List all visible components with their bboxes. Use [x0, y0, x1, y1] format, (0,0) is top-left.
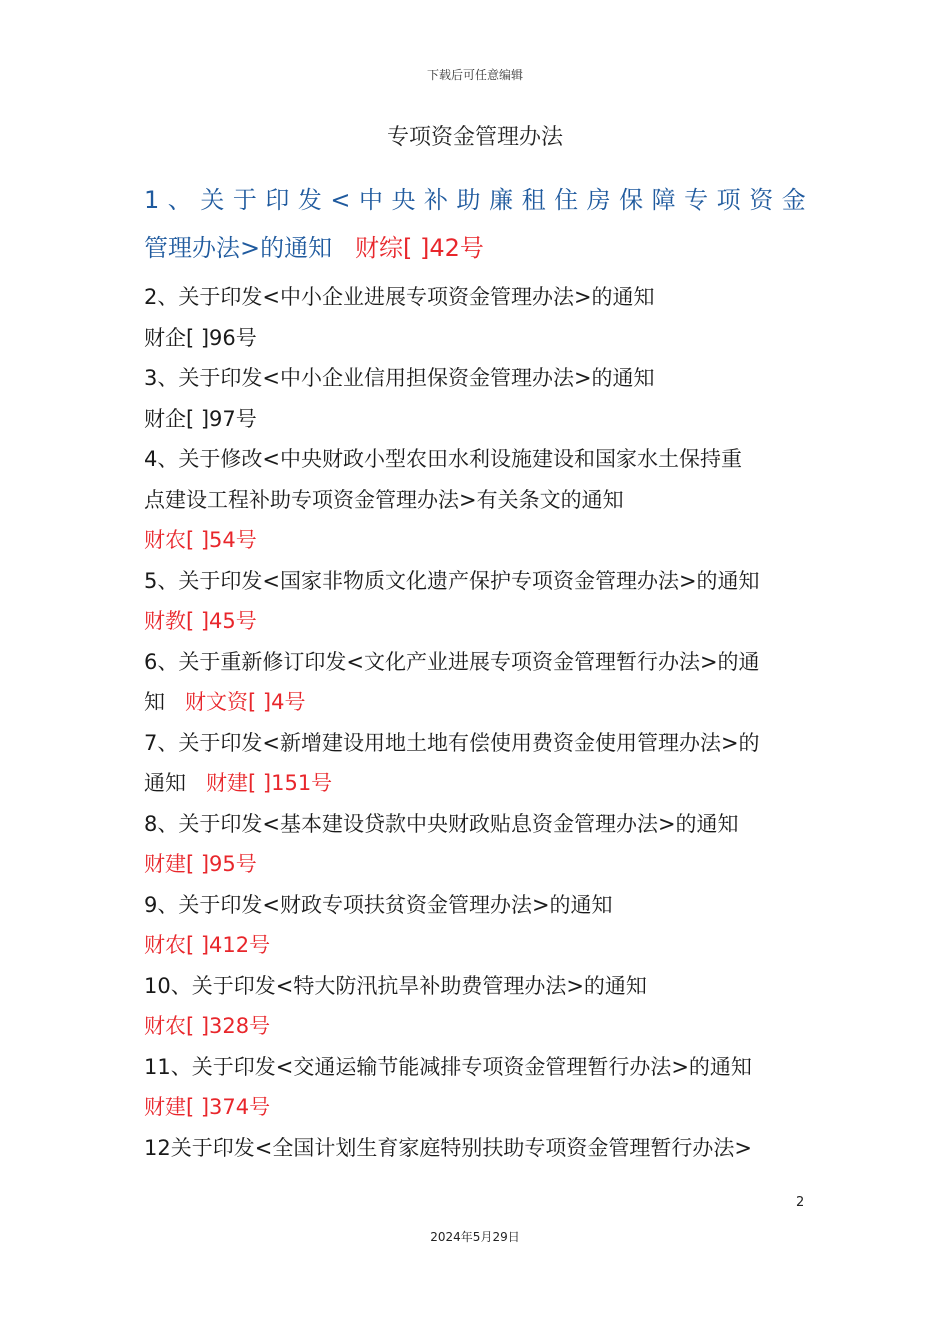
notice-title: 8、关于印发<基本建设贷款中央财政贴息资金管理办法>的通知: [144, 811, 739, 836]
notice-title-line: [144, 1128, 808, 1169]
notice-ref: 财企[ ]96号: [144, 325, 257, 350]
notice-title: 6、关于重新修订印发<文化产业进展专项资金管理暂行办法>的通: [144, 649, 760, 674]
item-1-heading: [144, 176, 806, 272]
heading-char: 保: [619, 186, 644, 214]
heading-char: 住: [554, 186, 579, 214]
heading-char: 1: [144, 186, 160, 214]
notice-title-line: [144, 480, 808, 521]
notice-ref: 财企[ ]97号: [144, 406, 257, 431]
notice-title-line: [144, 763, 808, 804]
notice-title-line: [144, 966, 808, 1007]
heading-char: 关: [200, 186, 225, 214]
page-number: 2: [796, 1195, 805, 1210]
notice-title: 10、关于印发<特大防汛抗旱补助费管理办法>的通知: [144, 973, 647, 998]
notice-title-line: [144, 804, 808, 845]
notice-title: 7、关于印发<新增建设用地土地有偿使用费资金使用管理办法>的: [144, 730, 760, 755]
notice-title-line: [144, 358, 808, 399]
heading-char: 房: [586, 186, 611, 214]
notice-title-line: [144, 885, 808, 926]
heading-char: 项: [716, 186, 741, 214]
notice-ref: 财建[ ]95号: [144, 852, 257, 876]
heading-char: 障: [651, 186, 676, 214]
heading-char: 发: [297, 186, 322, 214]
heading-line-2: [144, 224, 806, 272]
notice-ref: 财农[ ]412号: [144, 933, 271, 957]
heading-char: 专: [684, 186, 709, 214]
heading-line-1: [144, 176, 806, 224]
heading-char: <: [330, 186, 351, 214]
footer-date: 2024年5月29日: [430, 1230, 520, 1244]
notice-title-line: [144, 561, 808, 602]
heading-char: 于: [232, 186, 257, 214]
notice-title: 9、关于印发<财政专项扶贫资金管理办法>的通知: [144, 892, 613, 917]
heading-char: 租: [521, 186, 546, 214]
notice-title-line: [144, 1047, 808, 1088]
heading-char: 助: [456, 186, 481, 214]
document-title: 专项资金管理办法: [386, 125, 563, 150]
heading-char: 央: [391, 186, 416, 214]
header-note: 下载后可任意编辑: [426, 68, 523, 82]
notice-title: 点建设工程补助专项资金管理办法>有关条文的通知: [144, 487, 624, 512]
heading-char: 补: [424, 186, 449, 214]
heading-char: 、: [167, 186, 192, 214]
notice-ref: 财农[ ]328号: [144, 1014, 271, 1038]
notice-title-line: [144, 642, 808, 683]
notice-ref: 财农[ ]54号: [144, 528, 257, 552]
notice-title-line: [144, 723, 808, 764]
notice-title-line: [144, 439, 808, 480]
heading-char: 廉: [489, 186, 514, 214]
notice-title: 2、关于印发<中小企业进展专项资金管理办法>的通知: [144, 285, 655, 309]
notice-ref: 财建[ ]151号: [206, 771, 333, 795]
heading-char: 金: [781, 186, 806, 214]
notice-title: 知: [144, 690, 165, 714]
heading-char: 中: [359, 186, 383, 214]
heading-char: 印: [265, 186, 290, 214]
notice-title: 通知: [144, 771, 186, 795]
heading-char: 资: [749, 186, 774, 214]
heading-ref: 财综[ ]42号: [355, 234, 484, 262]
notice-title: 3、关于印发<中小企业信用担保资金管理办法>的通知: [144, 366, 655, 390]
notice-ref: 财建[ ]374号: [144, 1095, 271, 1119]
notice-title: 11、关于印发<交通运输节能减排专项资金管理暂行办法>的通知: [144, 1054, 752, 1079]
notice-title: 5、关于印发<国家非物质文化遗产保护专项资金管理办法>的通知: [144, 568, 760, 593]
notice-title-line: [144, 277, 808, 318]
notice-ref: 财教[ ]45号: [144, 609, 257, 633]
notice-ref: 财文资[ ]4号: [185, 690, 306, 714]
notice-title-line: [144, 682, 808, 723]
notice-title: 12关于印发<全国计划生育家庭特别扶助专项资金管理暂行办法>: [144, 1135, 752, 1160]
heading-line2-text: 管理办法>的通知: [144, 234, 333, 262]
notice-title: 4、关于修改<中央财政小型农田水利设施建设和国家水土保持重: [144, 447, 742, 471]
notice-list: [144, 277, 808, 1168]
